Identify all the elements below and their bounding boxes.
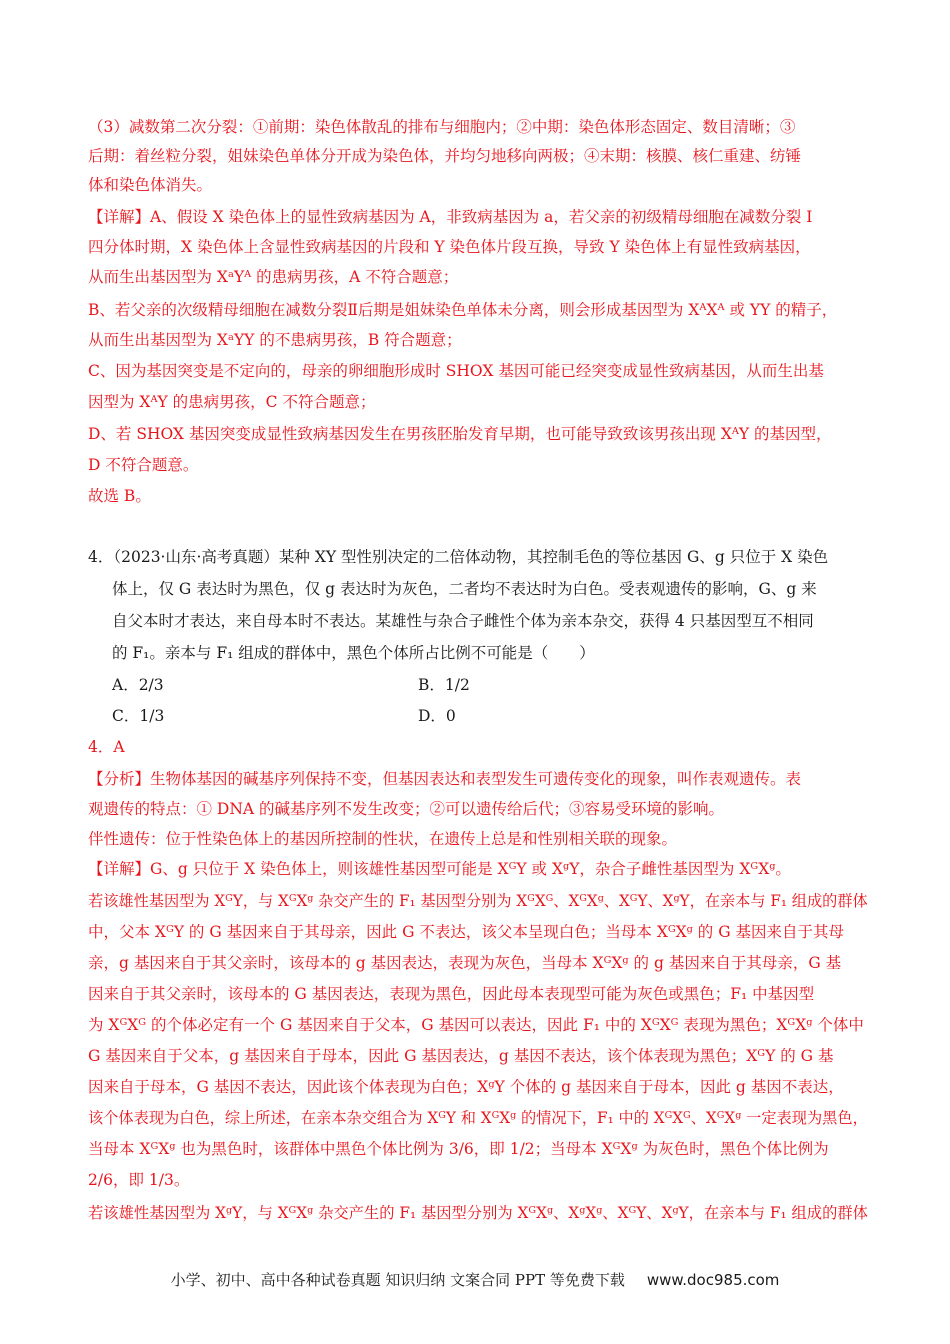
- conclusion-line: 故选 B。: [88, 487, 151, 505]
- option-d: D．0: [418, 707, 456, 725]
- detail-line: C、因为基因突变是不定向的，母亲的卵细胞形成时 SHOX 基因可能已经突变成显性致病基因，从而生出基: [88, 362, 824, 380]
- analysis-line: 伴性遗传：位于性染色体上的基因所控制的性状，在遗传上总是和性别相关联的现象。: [88, 830, 678, 848]
- detail-line: 若该雄性基因型为 XᴳY，与 XᴳXᵍ 杂交产生的 F₁ 基因型分别为 XᴳXᴳ、XᴳXᵍ、XᴳY、XᵍY，在亲本与 F₁ 组成的群体: [88, 892, 868, 910]
- option-c: C．1/3: [112, 707, 165, 725]
- page-footer: [0, 1269, 950, 1290]
- detail-line: 该个体表现为白色，综上所述，在亲本杂交组合为 XᴳY 和 XᴳXᵍ 的情况下，F₁ 中的 XᴳXᴳ、XᴳXᵍ 一定表现为黑色，: [88, 1109, 868, 1127]
- detail-line: 因来自于其父亲时，该母本的 G 基因表达，表现为黑色，因此母本表现型可能为灰色或黑色；F₁ 中基因型: [88, 985, 815, 1003]
- question-stem-line: 自父本时才表达，来自母本时不表达。某雄性与杂合子雌性个体为亲本杂交，获得 4 只基因型互不相同: [112, 612, 814, 630]
- detail-line: G 基因来自于父本，g 基因来自于母本，因此 G 基因表达，g 基因不表达，该个体表现为黑色；XᴳY 的 G 基: [88, 1047, 834, 1065]
- detail-line: 【详解】A、假设 X 染色体上的显性致病基因为 A，非致病基因为 a，若父亲的初级精母细胞在减数分裂 I: [88, 208, 813, 226]
- detail-line: D、若 SHOX 基因突变成显性致病基因发生在男孩胚胎发育早期，也可能导致致该男孩出现 XᴬY 的基因型，: [88, 425, 832, 443]
- detail-line: 四分体时期，X 染色体上含显性致病基因的片段和 Y 染色体片段互换，导致 Y 染色体上有显性致病基因，: [88, 238, 811, 256]
- detail-line: 从而生出基因型为 XᵃYY 的不患病男孩，B 符合题意；: [88, 331, 462, 349]
- detail-line: 因来自于母本，G 基因不表达，因此该个体表现为白色；XᵍY 个体的 g 基因来自于母本，因此 g 基因不表达，: [88, 1078, 844, 1096]
- footer-url[interactable]: www.doc985.com: [646, 1271, 780, 1289]
- detail-line: D 不符合题意。: [88, 456, 199, 474]
- detail-line: 2/6，即 1/3。: [88, 1171, 190, 1189]
- explain-line: 体和染色体消失。: [88, 176, 213, 194]
- detail-line: 亲，g 基因来自于其父亲时，该母本的 g 基因表达，表现为灰色，当母本 XᴳXᵍ 的 g 基因来自于其母亲，G 基: [88, 954, 842, 972]
- detail-line: 从而生出基因型为 XᵃYᴬ 的患病男孩，A 不符合题意；: [88, 268, 459, 286]
- question-stem-line: 4．（2023·山东·高考真题）某种 XY 型性别决定的二倍体动物，其控制毛色的等位基因 G、g 只位于 X 染色: [88, 548, 829, 566]
- detail-line: 为 XᴳXᴳ 的个体必定有一个 G 基因来自于父本，G 基因可以表达，因此 F₁ 中的 XᴳXᴳ 表现为黑色；XᴳXᵍ 个体中: [88, 1016, 864, 1034]
- detail-line: 若该雄性基因型为 XᵍY，与 XᴳXᵍ 杂交产生的 F₁ 基因型分别为 XᴳXᵍ、XᵍXᵍ、XᴳY、XᵍY，在亲本与 F₁ 组成的群体: [88, 1204, 868, 1222]
- option-a: A．2/3: [112, 676, 164, 694]
- analysis-line: 【分析】生物体基因的碱基序列保持不变，但基因表达和表型发生可遗传变化的现象，叫作表观遗传。表: [88, 770, 802, 788]
- detail-line: 当母本 XᴳXᵍ 也为黑色时，该群体中黑色个体比例为 3/6，即 1/2；当母本 XᴳXᵍ 为灰色时，黑色个体比例为: [88, 1140, 829, 1158]
- option-b: B．1/2: [418, 676, 470, 694]
- question-stem-line: 的 F₁。亲本与 F₁ 组成的群体中，黑色个体所占比例不可能是（ ）: [112, 644, 595, 662]
- explain-line: （3）减数第二次分裂：①前期：染色体散乱的排布与细胞内；②中期：染色体形态固定、数目清晰；③: [88, 118, 796, 136]
- explain-line: 后期：着丝粒分裂，姐妹染色单体分开成为染色体，并均匀地移向两极；④末期：核膜、核仁重建、纺锤: [88, 147, 802, 165]
- detail-line: 中，父本 XᴳY 的 G 基因来自于其母亲，因此 G 不表达，该父本呈现白色；当母本 XᴳXᵍ 的 G 基因来自于其母: [88, 923, 845, 941]
- question-stem-line: 体上，仅 G 表达时为黑色，仅 g 表达时为灰色，二者均不表达时为白色。受表观遗传的影响，G、g 来: [112, 580, 817, 598]
- detail-line: B、若父亲的次级精母细胞在减数分裂Ⅱ后期是姐妹染色单体未分离，则会形成基因型为 XᴬXᴬ 或 YY 的精子，: [88, 301, 838, 319]
- detail-line: 【详解】G、g 只位于 X 染色体上，则该雄性基因型可能是 XᴳY 或 XᵍY，杂合子雌性基因型为 XᴳXᵍ。: [88, 860, 791, 878]
- detail-line: 因型为 XᴬY 的患病男孩，C 不符合题意；: [88, 393, 376, 411]
- analysis-line: 观遗传的特点：① DNA 的碱基序列不发生改变；②可以遗传给后代；③容易受环境的影响。: [88, 800, 725, 818]
- answer-line: 4．A: [88, 738, 125, 756]
- footer-text: 小学、初中、高中各种试卷真题 知识归纳 文案合同 PPT 等免费下载: [170, 1271, 625, 1289]
